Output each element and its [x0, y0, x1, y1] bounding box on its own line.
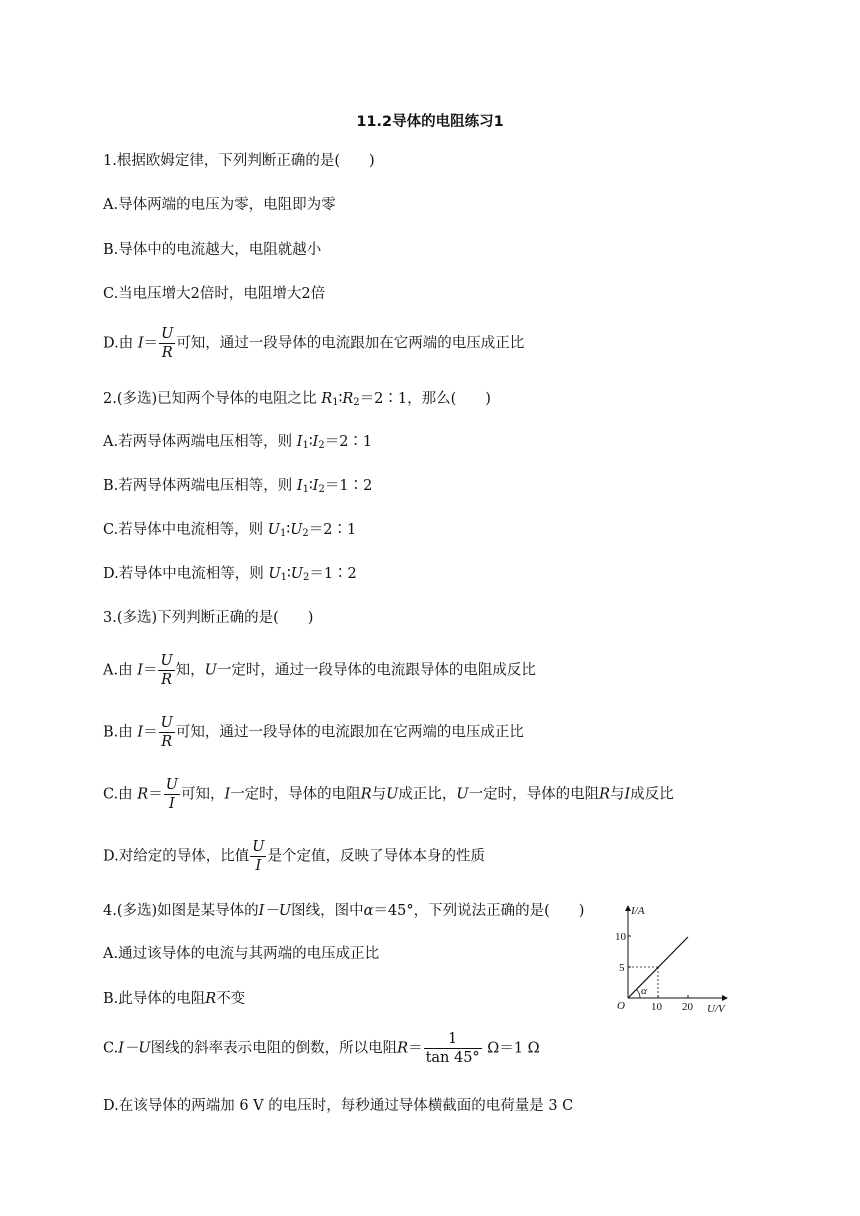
angle-label: α	[641, 985, 647, 997]
q3-option-a: A.由 I＝ $\frac{U}{R}$ 知，U一定时，通过一段导体的电流跟导体的电阻成反比	[103, 653, 536, 688]
fraction-u-over-r: $\frac{U}{R}$	[161, 326, 174, 361]
q4-option-b: B.此导体的电阻R不变	[103, 991, 246, 1007]
q4-option-d: D.在该导体的两端加 6 V 的电压时，每秒通过导体横截面的电荷量是 3 C	[103, 1098, 574, 1114]
q1-stem: 1.根据欧姆定律，下列判断正确的是( )	[103, 153, 375, 169]
x-tick-label-10: 10	[651, 1001, 662, 1013]
q2-option-a: A.若两导体两端电压相等，则 $I_1∶I_2=2∶1$	[103, 434, 373, 451]
y-tick-label-10: 10	[615, 931, 626, 943]
q1-option-c: C.当电压增大2倍时，电阻增大2倍	[103, 286, 326, 302]
iu-graph-figure	[615, 900, 755, 1015]
q2-option-b: B.若两导体两端电压相等，则 $I_1∶I_2=1∶2$	[103, 478, 373, 495]
fraction-one-over-tan45: $\frac{1}{\tan 45^\circ}$	[425, 1031, 480, 1066]
y-axis-label: I/A	[631, 905, 645, 917]
page-title: 11.2导体的电阻练习1	[356, 114, 504, 130]
q4-stem: 4.(多选)如图是某导体的I－U图线，图中α＝45°，下列说法正确的是( )	[103, 903, 585, 919]
fraction-u-over-r: $\frac{U}{R}$	[160, 715, 173, 750]
q1-option-b: B.导体中的电流越大，电阻就越小	[103, 242, 322, 258]
y-tick-label-5: 5	[619, 962, 625, 974]
q3-stem: 3.(多选)下列判断正确的是( )	[103, 610, 314, 626]
origin-label: O	[617, 1000, 625, 1012]
q1-option-a: A.导体两端的电压为零，电阻即为零	[103, 197, 336, 213]
fraction-u-over-i: $\frac{U}{I}$	[165, 777, 178, 812]
q3-option-b: B.由 I＝ $\frac{U}{R}$ 可知，通过一段导体的电流跟加在它两端的电压成正比	[103, 715, 524, 750]
q3-option-c: C.由 R＝ $\frac{U}{I}$ 可知，I一定时，导体的电阻R与U成正比，U一定时，导体的电阻R与I成反比	[103, 777, 674, 812]
angle-arc	[637, 990, 641, 999]
q3-option-d: D.对给定的导体，比值 $\frac{U}{I}$ 是个定值，反映了导体本身的性质	[103, 839, 485, 874]
x-axis-label: U/V	[707, 1003, 725, 1015]
q2-option-c: C.若导体中电流相等，则 $U_1∶U_2=2∶1$	[103, 522, 357, 539]
q2-option-d: D.若导体中电流相等，则 $U_1∶U_2=1∶2$	[103, 566, 357, 583]
x-tick-label-20: 20	[682, 1001, 693, 1013]
q4-option-c: C.I－U图线的斜率表示电阻的倒数，所以电阻R＝ $\frac{1}{\tan 45^\circ}$ Ω＝1 Ω	[103, 1031, 540, 1066]
q4-option-a: A.通过该导体的电流与其两端的电压成正比	[103, 946, 380, 962]
q1-option-d: D.由 I＝ $\frac{U}{R}$ 可知，通过一段导体的电流跟加在它两端的电压成正比	[103, 326, 525, 361]
fraction-u-over-i: $\frac{U}{I}$	[252, 839, 265, 874]
q2-stem: 2.(多选)已知两个导体的电阻之比 $R_1∶R_2=2∶1$，那么( )	[103, 391, 491, 408]
fraction-u-over-r: $\frac{U}{R}$	[160, 653, 173, 688]
